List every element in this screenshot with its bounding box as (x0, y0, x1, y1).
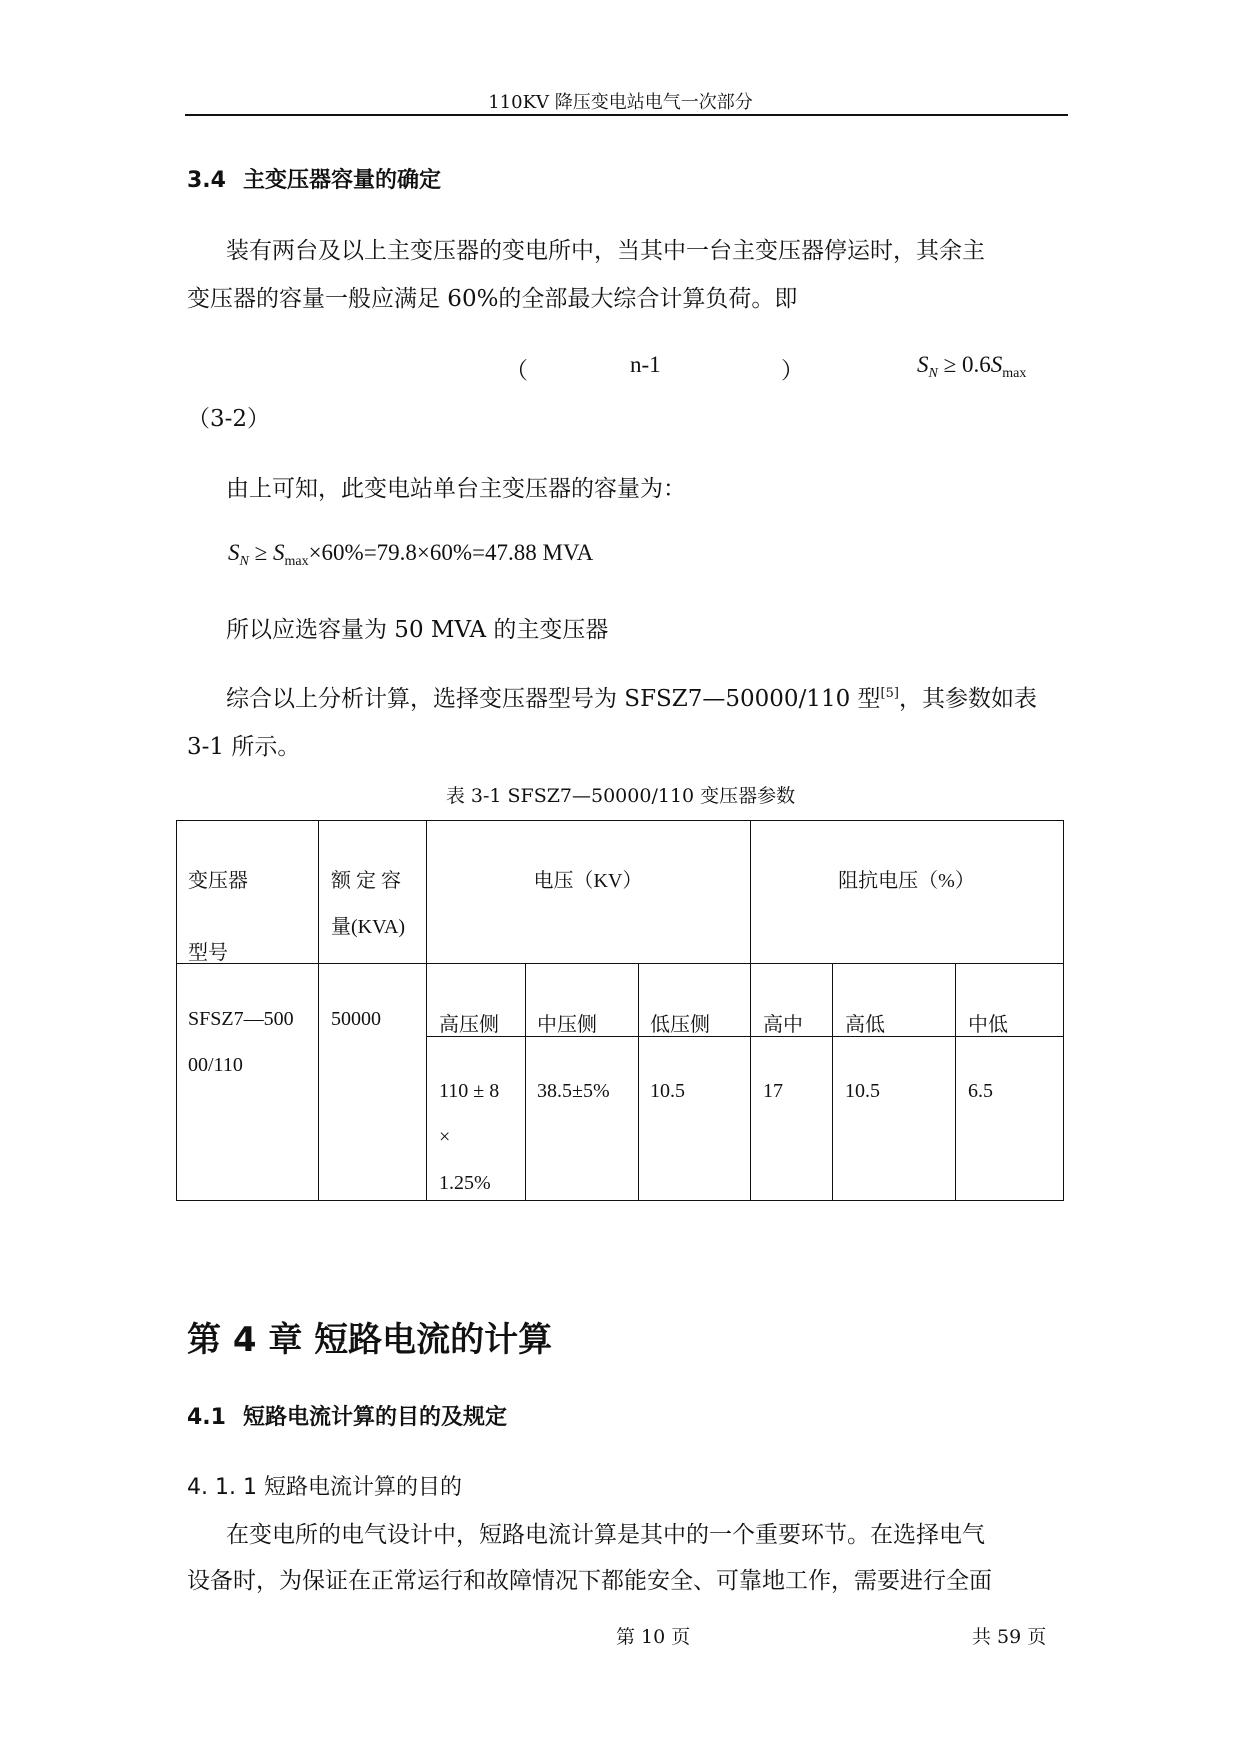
paragraph-line: 装有两台及以上主变压器的变电所中，当其中一台主变压器停运时，其余主 (226, 238, 985, 264)
header-cell-capacity: 额 定 容 (331, 870, 401, 892)
table-cell-z-hm: 17 (763, 1080, 783, 1102)
subheader-cell: 中压侧 (537, 1014, 597, 1036)
header-cell-impedance: 阻抗电压（%） (838, 870, 975, 892)
paragraph-line: 综合以上分析计算，选择变压器型号为 SFSZ7—50000/110 型[5]，其参数如表 (226, 686, 1037, 712)
table-border (176, 1200, 1064, 1201)
table-cell-model: SFSZ7—500 (188, 1008, 294, 1030)
table-cell-z-ml: 6.5 (968, 1080, 993, 1102)
subheader-cell: 高中 (763, 1014, 803, 1036)
table-cell-z-hl: 10.5 (845, 1080, 880, 1102)
table-rule (832, 963, 833, 1201)
table-cell-mv: 38.5±5% (537, 1080, 610, 1102)
paragraph-line: 由上可知，此变电站单台主变压器的容量为： (226, 476, 686, 502)
equation-condition: n-1 (630, 352, 661, 377)
table-cell-lv: 10.5 (650, 1080, 685, 1102)
page-number: 第 10 页 (616, 1626, 691, 1648)
header-rule (185, 114, 1068, 116)
equation-close-paren: ） (781, 358, 804, 383)
table-cell-capacity: 50000 (331, 1008, 381, 1030)
header-cell-capacity: 量(KVA) (331, 916, 406, 938)
table-cell-hv: 1.25% (439, 1172, 491, 1194)
header-cell-voltage: 电压（KV） (533, 870, 643, 892)
section-heading-3-4 (187, 163, 441, 194)
table-rule (176, 963, 1064, 964)
paragraph-line: 在变电所的电气设计中，短路电流计算是其中的一个重要环节。在选择电气 (226, 1522, 985, 1548)
citation-ref: [5] (880, 686, 899, 701)
subheader-cell: 高压侧 (439, 1014, 499, 1036)
subsection-heading-4-1-1: 4. 1. 1 短路电流计算的目的 (187, 1475, 462, 1500)
paragraph-line: 变压器的容量一般应满足 60%的全部最大综合计算负荷。即 (187, 286, 798, 312)
chapter-title: 第 4 章 短路电流的计算 (187, 1320, 553, 1360)
table-rule (955, 963, 956, 1201)
paragraph-line: 3-1 所示。 (187, 734, 301, 760)
running-header: 110KV 降压变电站电气一次部分 (488, 92, 753, 113)
equation-open-paren: （ (505, 358, 528, 383)
table-rule (525, 963, 526, 1201)
table-border (176, 820, 1064, 821)
table-border (176, 820, 177, 1201)
table-rule (638, 963, 639, 1201)
equation-formula: $S_N \ge 0.6S_{max}$ (917, 352, 1027, 381)
paragraph-line: 设备时，为保证在正常运行和故障情况下都能安全、可靠地工作，需要进行全面 (187, 1568, 992, 1594)
table-cell-hv: 110 ± 8 (439, 1080, 500, 1102)
section-title: 主变压器容量的确定 (243, 168, 442, 193)
table-border (1063, 820, 1064, 1201)
paragraph-line: 所以应选容量为 50 MVA 的主变压器 (226, 617, 609, 643)
section-title: 短路电流计算的目的及规定 (243, 1405, 508, 1430)
section-number: 4.1 (187, 1405, 226, 1430)
header-cell-model: 变压器 (188, 870, 248, 892)
subheader-cell: 中低 (968, 1014, 1008, 1036)
header-cell-model: 型号 (188, 942, 228, 964)
section-number: 3.4 (187, 168, 226, 193)
table-caption: 表 3-1 SFSZ7—50000/110 变压器参数 (445, 785, 796, 807)
section-heading-4-1 (187, 1400, 507, 1431)
table-cell-hv: × (439, 1126, 451, 1148)
total-pages: 共 59 页 (972, 1626, 1047, 1648)
table-cell-model: 00/110 (188, 1054, 243, 1076)
subheader-cell: 高低 (845, 1014, 885, 1036)
subheader-cell: 低压侧 (650, 1014, 710, 1036)
table-rule (318, 820, 319, 1201)
equation-number: （3-2） (187, 406, 271, 432)
capacity-calculation: $S_N \ge S_{max}\times 60\%=79.8\times 60\%=47.88$ MVA (228, 540, 594, 569)
